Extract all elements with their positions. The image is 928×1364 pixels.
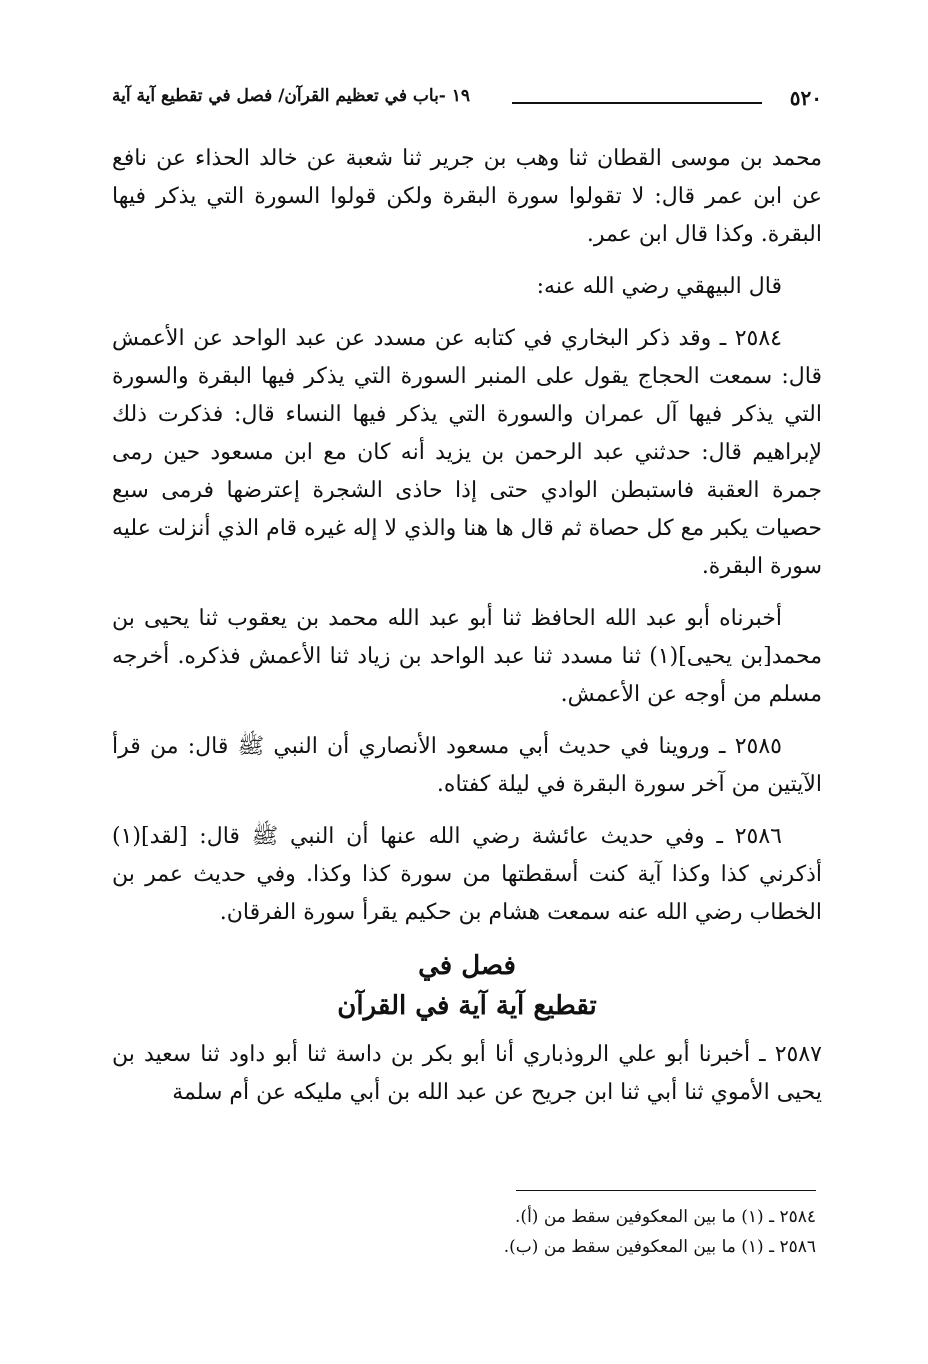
section-heading-line: تقطيع آية آية في القرآن: [337, 991, 597, 1021]
hadith-2586: ٢٥٨٦ ـ وفي حديث عائشة رضي الله عنها أن النبي ﷺ قال: [لقد](١) أذكرني كذا وكذا آية كنت أسقطتها من سورة كذا وكذا. وفي حديث عمر بن الخطاب رضي الله عنه سمعت هشام بن حكيم يقرأ سورة الفرقان.: [112, 824, 822, 925]
paragraph: محمد بن موسى القطان ثنا وهب بن جرير ثنا شعبة عن خالد الحذاء عن نافع عن ابن عمر قال: لا تقولوا سورة البقرة ولكن قولوا السورة التي يذكر فيها البقرة. وكذا قال ابن عمر.: [112, 146, 822, 247]
footnote: ٢٥٨٤ ـ (١) ما بين المعكوفين سقط من (أ).: [515, 1207, 816, 1227]
running-title: ١٩ -باب في تعظيم القرآن/ فصل في تقطيع آية آية: [112, 86, 471, 106]
footnote-rule: [516, 1190, 816, 1191]
hadith-2585: ٢٥٨٥ ـ وروينا في حديث أبي مسعود الأنصاري أن النبي ﷺ قال: من قرأ الآيتين من آخر سورة البقرة في ليلة كفتاه.: [112, 734, 822, 797]
main-text: [112, 140, 822, 1126]
page-number: ٥٢٠: [789, 86, 822, 110]
hadith-2584: ٢٥٨٤ ـ وقد ذكر البخاري في كتابه عن مسدد عن عبد الواحد عن الأعمش قال: سمعت الحجاج يقول على المنبر السورة التي يذكر فيها البقرة والسورة التي يذكر فيها آل عمران والسورة التي يذكر فيها النساء قال: فذكرت ذلك لإبراهيم قال: حدثني عبد الرحمن بن يزيد أنه كان مع ابن مسعود حين رمى جمرة العقبة فاستبطن الوادي حتى إذا حاذى الشجرة إعترضها فرمى سبع حصيات يكبر مع كل حصاة ثم قال ها هنا والذي لا إله غيره قام الذي أنزلت عليه سورة البقرة.: [112, 326, 822, 579]
hadith-2587: ٢٥٨٧ ـ أخبرنا أبو علي الروذباري أنا أبو بكر بن داسة ثنا أبو داود ثنا سعيد بن يحيى الأموي ثنا أبي ثنا ابن جريح عن عبد الله بن أبي مليكه عن أم سلمة: [112, 1042, 822, 1105]
paragraph: أخبرناه أبو عبد الله الحافظ ثنا أبو عبد الله محمد بن يعقوب ثنا يحيى بن محمد[بن يحيى](١) ثنا مسدد ثنا عبد الواحد بن زياد ثنا الأعمش فذكره. أخرجه مسلم من أوجه عن الأعمش.: [112, 606, 822, 707]
footnotes: [106, 1202, 816, 1262]
page-header: [112, 84, 822, 120]
section-heading: [112, 946, 822, 1026]
footnote: ٢٥٨٦ ـ (١) ما بين المعكوفين سقط من (ب).: [503, 1237, 816, 1257]
section-heading-line: فصل في: [418, 951, 516, 981]
paragraph: قال البيهقي رضي الله عنه:: [536, 274, 782, 299]
header-rule: [512, 102, 762, 104]
